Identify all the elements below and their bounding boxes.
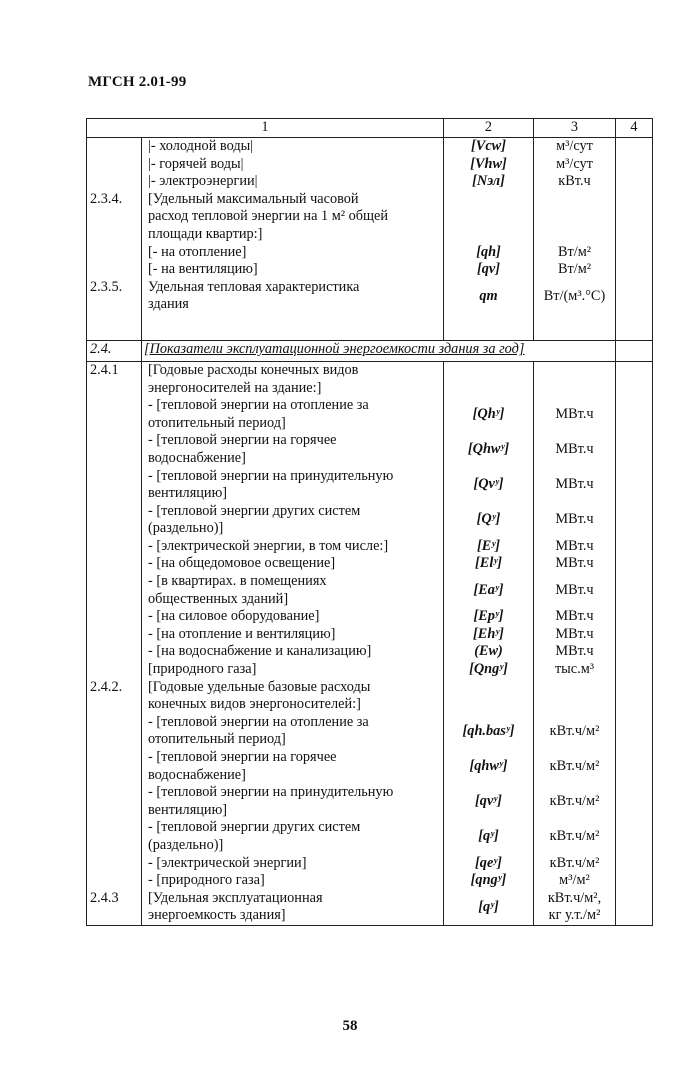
item-number <box>87 714 142 749</box>
item-number <box>87 661 142 679</box>
item-unit <box>534 626 616 644</box>
item-column-4 <box>616 714 653 749</box>
item-symbol <box>444 749 534 784</box>
symbol-text: [Epʸ] <box>473 608 504 625</box>
description-line: площади квартир:] <box>148 225 263 242</box>
unit-text: МВт.ч <box>555 643 594 660</box>
item-description <box>142 432 444 467</box>
item-unit <box>534 555 616 573</box>
unit-text: кг у.т./м² <box>548 907 601 924</box>
symbol-text: qт <box>479 287 498 304</box>
description-line: Удельная тепловая характеристика <box>148 278 360 295</box>
description-line: - [электрической энергии, в том числе:] <box>148 537 389 554</box>
table-row <box>87 890 653 926</box>
item-column-4 <box>616 608 653 626</box>
item-description <box>142 138 444 156</box>
item-unit <box>534 279 616 314</box>
item-unit <box>534 138 616 156</box>
column-header-2: 2 <box>444 119 534 138</box>
item-number <box>87 573 142 608</box>
item-column-4 <box>616 503 653 538</box>
item-symbol <box>444 855 534 873</box>
symbol-text: [Ehʸ] <box>473 625 504 642</box>
item-unit <box>534 784 616 819</box>
description-line: - [на силовое оборудование] <box>148 608 320 625</box>
description-line: - [тепловой энергии на отопление за <box>148 397 369 414</box>
item-number <box>87 872 142 890</box>
document-code-header: МГСН 2.01-99 <box>88 74 187 90</box>
item-number <box>87 643 142 661</box>
item-symbol <box>444 397 534 432</box>
description-line: |- электроэнергии| <box>148 173 258 190</box>
item-symbol <box>444 819 534 854</box>
item-symbol <box>444 679 534 714</box>
description-line: |- холодной воды| <box>148 138 254 154</box>
item-number <box>87 538 142 556</box>
item-number <box>87 819 142 854</box>
symbol-text: [qh.basʸ] <box>462 722 515 739</box>
description-line: - [тепловой энергии на отопление за <box>148 713 369 730</box>
unit-text: МВт.ч <box>555 511 594 528</box>
table-body-part1 <box>87 138 653 314</box>
symbol-text: [qv] <box>476 261 501 278</box>
unit-text: МВт.ч <box>555 537 594 554</box>
table-row <box>87 784 653 819</box>
item-number <box>87 749 142 784</box>
item-column-4 <box>616 679 653 714</box>
table-row <box>87 361 653 397</box>
table-row <box>87 468 653 503</box>
item-symbol <box>444 608 534 626</box>
item-symbol <box>444 191 534 244</box>
item-unit <box>534 573 616 608</box>
item-symbol <box>444 890 534 926</box>
item-column-4 <box>616 538 653 556</box>
symbol-text: [qvʸ] <box>475 792 502 809</box>
item-description <box>142 855 444 873</box>
table-row <box>87 138 653 156</box>
table-row <box>87 555 653 573</box>
description-line: расход тепловой энергии на 1 м² общей <box>148 208 389 225</box>
item-unit <box>534 890 616 926</box>
item-symbol <box>444 643 534 661</box>
description-line: (раздельно)] <box>148 836 224 853</box>
section-title: [Показатели эксплуатационной энергоемкости здания за год] <box>142 340 616 361</box>
symbol-text: [Qhwʸ] <box>467 441 510 458</box>
unit-text: кВт.ч/м², <box>547 889 602 906</box>
table-row <box>87 397 653 432</box>
description-line: - [в квартирах. в помещениях <box>148 573 327 590</box>
symbol-text: [Nэл] <box>472 173 505 190</box>
description-line: [природного газа] <box>148 661 257 678</box>
column-header-3: 3 <box>534 119 616 138</box>
item-description <box>142 503 444 538</box>
unit-text: Вт/м² <box>557 243 592 260</box>
item-description <box>142 173 444 191</box>
item-unit <box>534 538 616 556</box>
description-line: общественных зданий] <box>148 590 289 607</box>
item-unit <box>534 749 616 784</box>
unit-text: кВт.ч <box>558 173 591 190</box>
item-column-4 <box>616 397 653 432</box>
item-description <box>142 244 444 262</box>
item-description <box>142 573 444 608</box>
item-symbol <box>444 538 534 556</box>
table-row <box>87 608 653 626</box>
indicators-table <box>86 118 653 926</box>
section-row <box>87 340 653 361</box>
item-number <box>87 626 142 644</box>
description-line: конечных видов энергоносителей:] <box>148 696 361 713</box>
item-description <box>142 261 444 279</box>
item-description <box>142 661 444 679</box>
item-symbol <box>444 138 534 156</box>
description-line: - [тепловой энергии на горячее <box>148 749 337 765</box>
item-column-4 <box>616 661 653 679</box>
item-unit <box>534 191 616 244</box>
description-line: - [тепловой энергии на принудительную <box>148 467 394 484</box>
item-column-4 <box>616 555 653 573</box>
item-symbol <box>444 714 534 749</box>
symbol-text: [Qhʸ] <box>472 405 505 422</box>
item-unit <box>534 679 616 714</box>
item-unit <box>534 244 616 262</box>
item-number <box>87 608 142 626</box>
table-row <box>87 156 653 174</box>
item-unit <box>534 855 616 873</box>
symbol-text: [Vhw] <box>470 155 507 172</box>
item-unit <box>534 156 616 174</box>
item-description <box>142 872 444 890</box>
description-line: - [природного газа] <box>148 872 265 889</box>
item-column-4 <box>616 855 653 873</box>
item-description <box>142 890 444 926</box>
item-description <box>142 679 444 714</box>
symbol-text: [Eʸ] <box>477 537 500 554</box>
item-unit <box>534 173 616 191</box>
description-line: отопительный период] <box>148 731 286 748</box>
item-description <box>142 643 444 661</box>
description-line: [- на отопление] <box>148 243 247 260</box>
table-row <box>87 279 653 314</box>
item-number <box>87 397 142 432</box>
item-description <box>142 538 444 556</box>
table-header-row <box>87 119 653 138</box>
table-body-part2 <box>87 361 653 925</box>
symbol-text: [Qʸ] <box>476 511 501 528</box>
item-description <box>142 468 444 503</box>
symbol-text: [qhwʸ] <box>469 757 508 774</box>
description-line: - [на отопление и вентиляцию] <box>148 625 336 642</box>
table-row <box>87 643 653 661</box>
item-description <box>142 784 444 819</box>
item-description <box>142 749 444 784</box>
table-row <box>87 503 653 538</box>
description-line: отопительный период] <box>148 414 286 431</box>
description-line: - [тепловой энергии на горячее <box>148 432 337 449</box>
symbol-text: [qh] <box>476 243 501 260</box>
item-symbol <box>444 661 534 679</box>
item-symbol <box>444 279 534 314</box>
item-description <box>142 279 444 314</box>
unit-text: м³/сут <box>556 138 593 154</box>
description-line: [Годовые удельные базовые расходы <box>148 678 371 695</box>
table-row <box>87 191 653 244</box>
item-symbol <box>444 503 534 538</box>
item-column-4 <box>616 244 653 262</box>
unit-text: МВт.ч <box>555 405 594 422</box>
item-number <box>87 555 142 573</box>
item-column-4 <box>616 626 653 644</box>
table-row <box>87 749 653 784</box>
description-line: (раздельно)] <box>148 520 224 537</box>
unit-text: Вт/м² <box>557 261 592 278</box>
description-line: водоснабжение] <box>148 449 246 466</box>
table-row <box>87 432 653 467</box>
unit-text: Вт/(м³.°С) <box>543 287 606 304</box>
item-column-4 <box>616 573 653 608</box>
item-column-4 <box>616 138 653 156</box>
item-description <box>142 397 444 432</box>
table-row <box>87 261 653 279</box>
symbol-text: [Vcw] <box>471 138 506 154</box>
description-line: энергоемкость здания] <box>148 907 286 924</box>
item-column-4 <box>616 279 653 314</box>
item-description <box>142 156 444 174</box>
item-symbol <box>444 244 534 262</box>
table-row <box>87 244 653 262</box>
item-number: 2.3.5. <box>87 279 142 314</box>
item-unit <box>534 819 616 854</box>
item-unit <box>534 503 616 538</box>
item-column-4 <box>616 643 653 661</box>
item-column-4 <box>616 156 653 174</box>
item-description <box>142 608 444 626</box>
unit-text: МВт.ч <box>555 476 594 493</box>
page-number: 58 <box>342 1018 358 1034</box>
item-number <box>87 173 142 191</box>
item-description <box>142 361 444 397</box>
item-number <box>87 503 142 538</box>
description-line: - [тепловой энергии на принудительную <box>148 784 394 801</box>
item-number <box>87 138 142 156</box>
item-number <box>87 244 142 262</box>
item-column-4 <box>616 468 653 503</box>
unit-text: кВт.ч/м² <box>549 722 600 739</box>
unit-text: м³/м² <box>559 872 590 889</box>
item-number <box>87 261 142 279</box>
item-number <box>87 156 142 174</box>
description-line: водоснабжение] <box>148 766 246 783</box>
item-column-4 <box>616 173 653 191</box>
description-line: - [электрической энергии] <box>148 854 307 871</box>
unit-text: МВт.ч <box>555 441 594 458</box>
item-number: 2.3.4. <box>87 191 142 244</box>
item-unit <box>534 643 616 661</box>
unit-text: МВт.ч <box>555 581 594 598</box>
item-column-4 <box>616 890 653 926</box>
item-number: 2.4.3 <box>87 890 142 926</box>
symbol-text: [Eaʸ] <box>473 581 504 598</box>
item-column-4 <box>616 191 653 244</box>
item-number <box>87 784 142 819</box>
item-symbol <box>444 361 534 397</box>
unit-text: МВт.ч <box>555 608 594 625</box>
item-description <box>142 819 444 854</box>
table-row <box>87 173 653 191</box>
item-column-4 <box>616 749 653 784</box>
table-row <box>87 626 653 644</box>
table-row <box>87 661 653 679</box>
unit-text: кВт.ч/м² <box>549 854 600 871</box>
item-number <box>87 468 142 503</box>
item-column-4 <box>616 784 653 819</box>
item-unit <box>534 432 616 467</box>
description-line: энергоносителей на здание:] <box>148 379 322 396</box>
item-unit <box>534 361 616 397</box>
description-line: [- на вентиляцию] <box>148 261 258 278</box>
spacer-row <box>87 314 653 341</box>
table-row <box>87 573 653 608</box>
item-symbol <box>444 468 534 503</box>
item-number: 2.4.2. <box>87 679 142 714</box>
item-number <box>87 432 142 467</box>
description-line: [Годовые расходы конечных видов <box>148 361 359 378</box>
item-unit <box>534 872 616 890</box>
item-symbol <box>444 626 534 644</box>
table-row <box>87 872 653 890</box>
item-column-4 <box>616 819 653 854</box>
symbol-text: [Qvʸ] <box>473 476 504 493</box>
table-row <box>87 855 653 873</box>
column-header-4: 4 <box>616 119 653 138</box>
item-column-4 <box>616 432 653 467</box>
unit-text: МВт.ч <box>555 625 594 642</box>
item-description <box>142 714 444 749</box>
item-symbol <box>444 872 534 890</box>
unit-text: м³/сут <box>556 155 593 172</box>
unit-text: кВт.ч/м² <box>549 828 600 845</box>
symbol-text: [Elʸ] <box>475 555 502 572</box>
column-header-1: 1 <box>87 119 444 138</box>
item-symbol <box>444 555 534 573</box>
description-line: - [тепловой энергии других систем <box>148 502 361 519</box>
description-line: [Удельный максимальный часовой <box>148 190 359 207</box>
item-description <box>142 191 444 244</box>
item-symbol <box>444 573 534 608</box>
unit-text: тыс.м³ <box>554 661 595 678</box>
item-column-4 <box>616 361 653 397</box>
item-unit <box>534 261 616 279</box>
item-symbol <box>444 784 534 819</box>
item-symbol <box>444 261 534 279</box>
table-row <box>87 538 653 556</box>
description-line: |- горячей воды| <box>148 155 244 172</box>
symbol-text: [qngʸ] <box>470 872 507 889</box>
table-spacer <box>87 314 653 362</box>
item-unit <box>534 714 616 749</box>
item-description <box>142 626 444 644</box>
item-symbol <box>444 156 534 174</box>
description-line: здания <box>148 296 189 313</box>
item-description <box>142 555 444 573</box>
description-line: - [на водоснабжение и канализацию] <box>148 643 372 660</box>
item-unit <box>534 397 616 432</box>
description-line: [Удельная эксплуатационная <box>148 889 323 906</box>
table-row <box>87 679 653 714</box>
description-line: вентиляцию] <box>148 801 228 818</box>
table-row <box>87 714 653 749</box>
item-number <box>87 855 142 873</box>
item-unit <box>534 608 616 626</box>
unit-text: кВт.ч/м² <box>549 757 600 774</box>
symbol-text: [Qngʸ] <box>469 661 508 678</box>
item-column-4 <box>616 872 653 890</box>
item-number: 2.4.1 <box>87 361 142 397</box>
section-number: 2.4. <box>87 340 142 361</box>
item-symbol <box>444 432 534 467</box>
item-column-4 <box>616 261 653 279</box>
description-line: - [на общедомовое освещение] <box>148 555 336 572</box>
description-line: - [тепловой энергии других систем <box>148 819 361 836</box>
symbol-text: (Ew) <box>474 643 503 660</box>
item-unit <box>534 661 616 679</box>
item-symbol <box>444 173 534 191</box>
table-row <box>87 819 653 854</box>
description-line: вентиляцию] <box>148 485 228 502</box>
symbol-text: [qʸ] <box>478 828 499 845</box>
symbol-text: [qʸ] <box>478 898 499 915</box>
item-unit <box>534 468 616 503</box>
symbol-text: [qeʸ] <box>475 854 502 871</box>
unit-text: кВт.ч/м² <box>549 792 600 809</box>
unit-text: МВт.ч <box>555 555 594 572</box>
